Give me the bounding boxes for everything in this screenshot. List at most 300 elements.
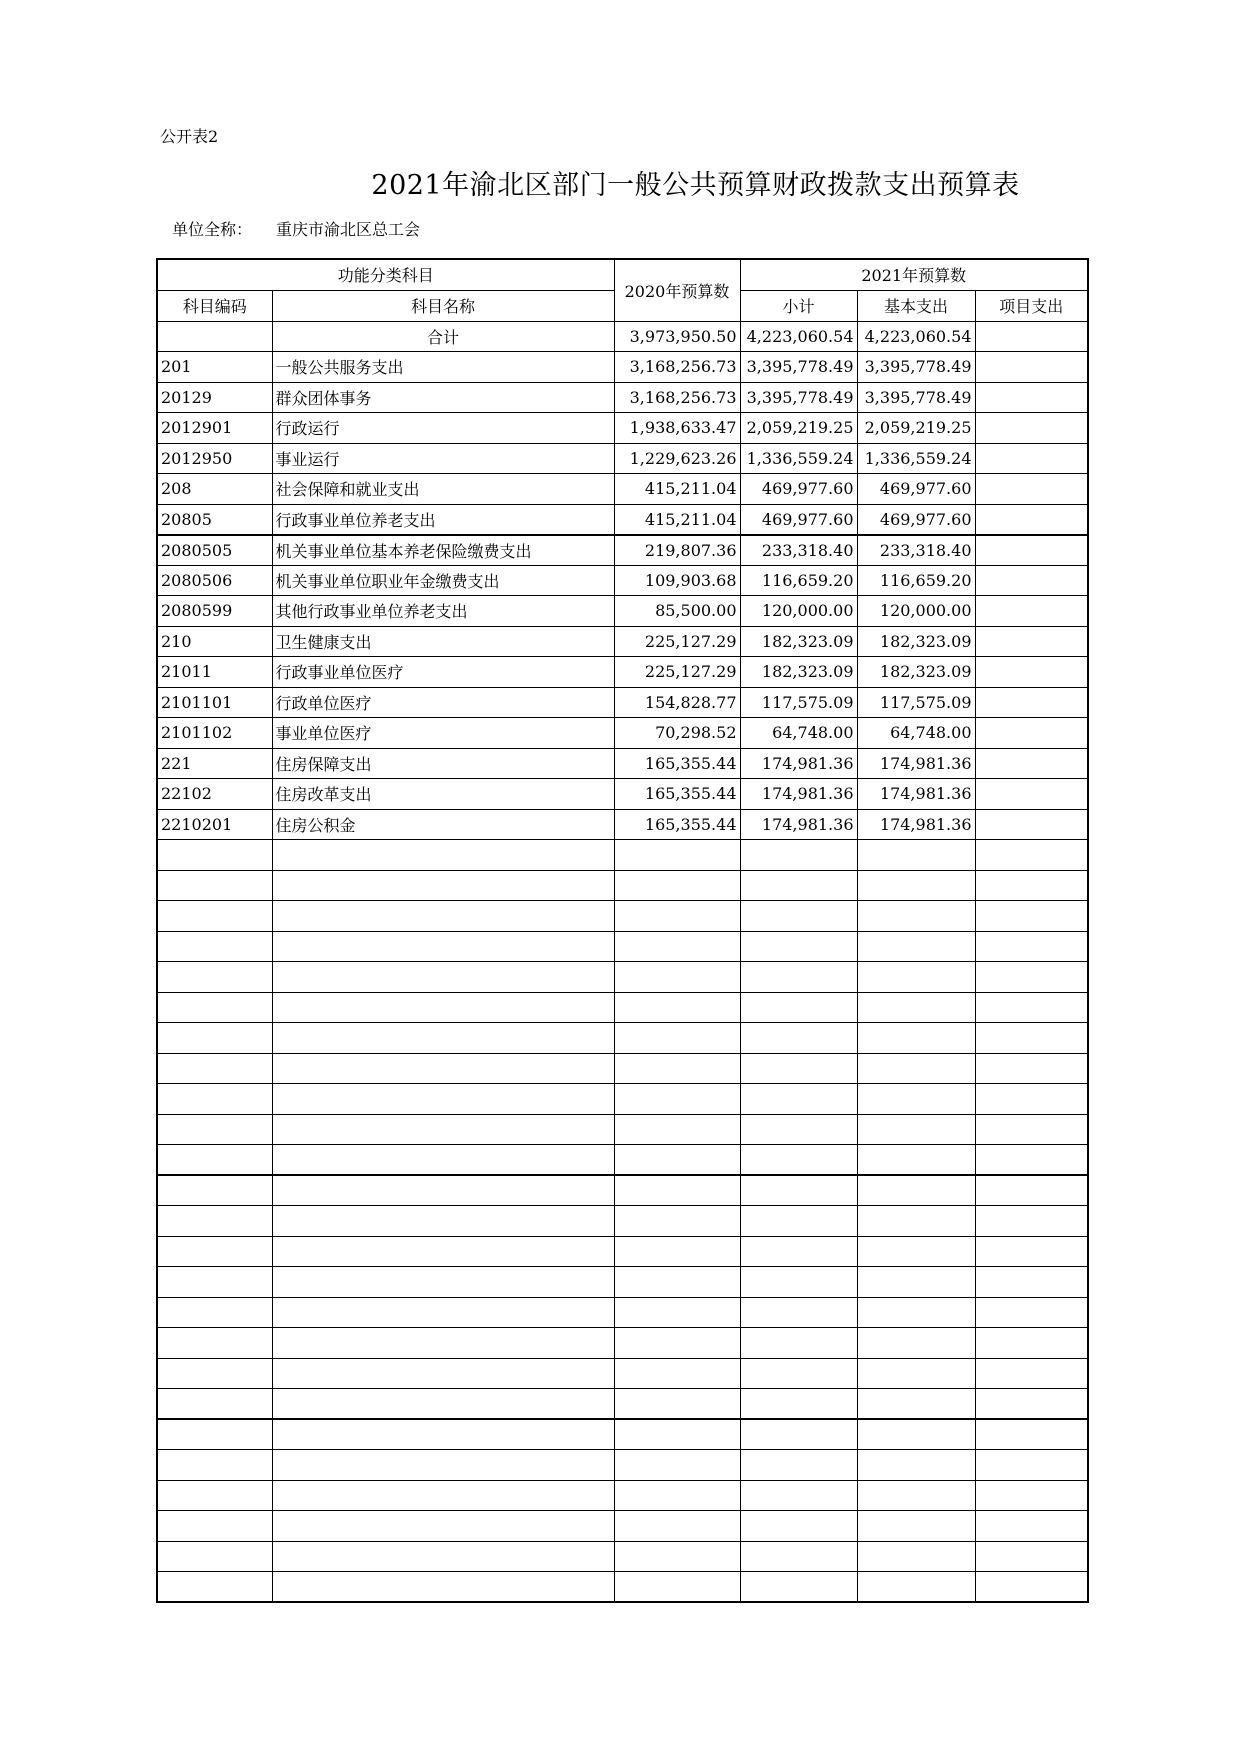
cell-project (975, 413, 1088, 444)
cell-name (272, 840, 614, 871)
cell-project (975, 382, 1088, 413)
cell-b2020: 219,807.36 (614, 535, 740, 566)
table-row (157, 535, 1088, 566)
cell-subtotal (740, 1389, 857, 1420)
empty-row (157, 1328, 1088, 1359)
empty-row (157, 1145, 1088, 1176)
header-basic: 基本支出 (857, 290, 975, 321)
cell-subtotal: 3,395,778.49 (740, 382, 857, 413)
cell-subtotal: 64,748.00 (740, 718, 857, 749)
table-row (157, 565, 1088, 596)
cell-basic: 120,000.00 (857, 596, 975, 627)
empty-row (157, 1450, 1088, 1481)
cell-code (157, 962, 272, 993)
cell-basic: 116,659.20 (857, 565, 975, 596)
cell-subtotal (740, 992, 857, 1023)
cell-code: 2012950 (157, 443, 272, 474)
cell-name (272, 901, 614, 932)
empty-row (157, 962, 1088, 993)
cell-code: 2080505 (157, 535, 272, 566)
cell-code (157, 1084, 272, 1115)
cell-subtotal (740, 1297, 857, 1328)
table-row (157, 779, 1088, 810)
cell-name: 事业单位医疗 (272, 718, 614, 749)
cell-subtotal (740, 1145, 857, 1176)
empty-row (157, 931, 1088, 962)
cell-subtotal: 2,059,219.25 (740, 413, 857, 444)
cell-name (272, 1206, 614, 1237)
cell-subtotal: 233,318.40 (740, 535, 857, 566)
table-row (157, 687, 1088, 718)
cell-name (272, 1480, 614, 1511)
cell-b2020 (614, 1419, 740, 1450)
cell-subtotal (740, 931, 857, 962)
empty-row (157, 870, 1088, 901)
cell-b2020 (614, 1480, 740, 1511)
cell-name (272, 1297, 614, 1328)
cell-code: 201 (157, 352, 272, 383)
cell-b2020: 225,127.29 (614, 626, 740, 657)
cell-project (975, 931, 1088, 962)
cell-basic (857, 1389, 975, 1420)
cell-basic (857, 1358, 975, 1389)
cell-name (272, 992, 614, 1023)
cell-basic: 117,575.09 (857, 687, 975, 718)
cell-b2020 (614, 1053, 740, 1084)
cell-b2020 (614, 1572, 740, 1603)
cell-project (975, 474, 1088, 505)
cell-code (157, 901, 272, 932)
cell-basic (857, 1328, 975, 1359)
cell-basic (857, 1236, 975, 1267)
table-row (157, 809, 1088, 840)
cell-basic: 1,336,559.24 (857, 443, 975, 474)
cell-code (157, 1206, 272, 1237)
cell-subtotal (740, 1328, 857, 1359)
cell-code (157, 1358, 272, 1389)
cell-project (975, 1572, 1088, 1603)
cell-project (975, 992, 1088, 1023)
cell-project (975, 1206, 1088, 1237)
cell-basic (857, 992, 975, 1023)
cell-code: 2101101 (157, 687, 272, 718)
cell-name: 合计 (272, 321, 614, 352)
header-project: 项目支出 (975, 290, 1088, 321)
cell-code (157, 1175, 272, 1206)
cell-name (272, 1053, 614, 1084)
cell-name (272, 962, 614, 993)
cell-subtotal: 120,000.00 (740, 596, 857, 627)
cell-b2020 (614, 1358, 740, 1389)
cell-basic: 174,981.36 (857, 748, 975, 779)
cell-subtotal (740, 1206, 857, 1237)
cell-name (272, 1084, 614, 1115)
cell-subtotal (740, 1084, 857, 1115)
cell-project (975, 1450, 1088, 1481)
table-row (157, 748, 1088, 779)
cell-project (975, 687, 1088, 718)
cell-name: 行政运行 (272, 413, 614, 444)
cell-code (157, 1511, 272, 1542)
cell-subtotal (740, 1023, 857, 1054)
cell-subtotal (740, 901, 857, 932)
cell-b2020: 3,973,950.50 (614, 321, 740, 352)
cell-project (975, 809, 1088, 840)
cell-project (975, 1480, 1088, 1511)
cell-code: 22102 (157, 779, 272, 810)
table-row (157, 352, 1088, 383)
cell-name (272, 1572, 614, 1603)
cell-subtotal: 182,323.09 (740, 657, 857, 688)
cell-project (975, 1145, 1088, 1176)
cell-project (975, 1389, 1088, 1420)
cell-name (272, 1328, 614, 1359)
budget-table (156, 258, 1089, 1603)
cell-b2020: 225,127.29 (614, 657, 740, 688)
cell-name (272, 1023, 614, 1054)
cell-subtotal: 469,977.60 (740, 504, 857, 535)
cell-project (975, 901, 1088, 932)
cell-name: 机关事业单位基本养老保险缴费支出 (272, 535, 614, 566)
cell-code (157, 1114, 272, 1145)
cell-basic (857, 1572, 975, 1603)
cell-project (975, 657, 1088, 688)
cell-name (272, 1145, 614, 1176)
cell-basic: 182,323.09 (857, 657, 975, 688)
cell-b2020 (614, 931, 740, 962)
table-row (157, 443, 1088, 474)
cell-basic (857, 1450, 975, 1481)
cell-name (272, 1114, 614, 1145)
cell-subtotal (740, 1236, 857, 1267)
cell-name: 社会保障和就业支出 (272, 474, 614, 505)
cell-subtotal: 174,981.36 (740, 779, 857, 810)
cell-b2020 (614, 1541, 740, 1572)
cell-subtotal: 174,981.36 (740, 748, 857, 779)
cell-name (272, 1450, 614, 1481)
unit-label: 单位全称： (172, 220, 253, 239)
header-2021-group: 2021年预算数 (740, 259, 1088, 290)
cell-project (975, 321, 1088, 352)
cell-project (975, 1236, 1088, 1267)
cell-name: 机关事业单位职业年金缴费支出 (272, 565, 614, 596)
cell-project (975, 870, 1088, 901)
empty-row (157, 1053, 1088, 1084)
cell-b2020: 109,903.68 (614, 565, 740, 596)
empty-row (157, 1480, 1088, 1511)
cell-subtotal (740, 1450, 857, 1481)
cell-b2020 (614, 962, 740, 993)
cell-project (975, 1084, 1088, 1115)
empty-row (157, 1175, 1088, 1206)
cell-code (157, 1328, 272, 1359)
cell-b2020: 165,355.44 (614, 809, 740, 840)
header-2020: 2020年预算数 (614, 259, 740, 321)
cell-basic (857, 1053, 975, 1084)
cell-project (975, 718, 1088, 749)
header-name: 科目名称 (272, 290, 614, 321)
cell-code: 20805 (157, 504, 272, 535)
cell-name: 行政事业单位养老支出 (272, 504, 614, 535)
cell-project (975, 352, 1088, 383)
empty-row (157, 1023, 1088, 1054)
cell-code (157, 870, 272, 901)
cell-project (975, 565, 1088, 596)
cell-name (272, 870, 614, 901)
cell-basic: 2,059,219.25 (857, 413, 975, 444)
table-row (157, 474, 1088, 505)
cell-subtotal: 469,977.60 (740, 474, 857, 505)
cell-code (157, 1053, 272, 1084)
empty-row (157, 840, 1088, 871)
cell-project (975, 1114, 1088, 1145)
cell-b2020: 1,938,633.47 (614, 413, 740, 444)
cell-basic: 3,395,778.49 (857, 382, 975, 413)
cell-project (975, 1358, 1088, 1389)
cell-code (157, 1389, 272, 1420)
cell-subtotal (740, 840, 857, 871)
cell-b2020: 3,168,256.73 (614, 382, 740, 413)
cell-name: 住房公积金 (272, 809, 614, 840)
cell-name: 行政单位医疗 (272, 687, 614, 718)
cell-b2020: 415,211.04 (614, 474, 740, 505)
cell-basic (857, 1419, 975, 1450)
cell-subtotal (740, 1541, 857, 1572)
cell-basic: 174,981.36 (857, 809, 975, 840)
cell-project (975, 1053, 1088, 1084)
empty-row (157, 901, 1088, 932)
cell-project (975, 1023, 1088, 1054)
cell-basic: 64,748.00 (857, 718, 975, 749)
cell-name (272, 1419, 614, 1450)
cell-b2020 (614, 1297, 740, 1328)
cell-name: 其他行政事业单位养老支出 (272, 596, 614, 627)
cell-b2020 (614, 1267, 740, 1298)
cell-code (157, 992, 272, 1023)
cell-subtotal (740, 1053, 857, 1084)
cell-project (975, 1328, 1088, 1359)
cell-code (157, 1572, 272, 1603)
cell-project (975, 1541, 1088, 1572)
cell-subtotal: 117,575.09 (740, 687, 857, 718)
cell-subtotal: 4,223,060.54 (740, 321, 857, 352)
cell-basic (857, 1267, 975, 1298)
cell-b2020 (614, 870, 740, 901)
header-func-group: 功能分类科目 (157, 259, 614, 290)
cell-basic (857, 840, 975, 871)
empty-row (157, 1114, 1088, 1145)
cell-name (272, 1175, 614, 1206)
cell-name (272, 1236, 614, 1267)
empty-row (157, 1206, 1088, 1237)
cell-code (157, 1236, 272, 1267)
cell-project (975, 504, 1088, 535)
cell-name (272, 1358, 614, 1389)
cell-name (272, 1267, 614, 1298)
cell-b2020: 70,298.52 (614, 718, 740, 749)
cell-basic: 3,395,778.49 (857, 352, 975, 383)
doc-label: 公开表2 (160, 127, 219, 146)
empty-row (157, 992, 1088, 1023)
cell-basic: 233,318.40 (857, 535, 975, 566)
table-row (157, 657, 1088, 688)
cell-b2020 (614, 1145, 740, 1176)
cell-basic (857, 1297, 975, 1328)
cell-project (975, 962, 1088, 993)
cell-b2020 (614, 1114, 740, 1145)
cell-code (157, 931, 272, 962)
cell-project (975, 779, 1088, 810)
cell-subtotal (740, 870, 857, 901)
cell-subtotal (740, 1358, 857, 1389)
cell-subtotal (740, 1267, 857, 1298)
cell-subtotal (740, 962, 857, 993)
cell-b2020 (614, 1328, 740, 1359)
cell-project (975, 1297, 1088, 1328)
cell-basic (857, 1480, 975, 1511)
cell-code (157, 1297, 272, 1328)
cell-basic (857, 1145, 975, 1176)
cell-b2020: 165,355.44 (614, 779, 740, 810)
cell-basic (857, 870, 975, 901)
cell-subtotal: 3,395,778.49 (740, 352, 857, 383)
cell-name (272, 1389, 614, 1420)
table-row (157, 413, 1088, 444)
cell-basic (857, 931, 975, 962)
table-row (157, 718, 1088, 749)
cell-b2020: 3,168,256.73 (614, 352, 740, 383)
cell-code (157, 1419, 272, 1450)
cell-code (157, 1023, 272, 1054)
cell-name (272, 1511, 614, 1542)
cell-b2020: 154,828.77 (614, 687, 740, 718)
cell-b2020 (614, 1023, 740, 1054)
cell-code: 2210201 (157, 809, 272, 840)
budget-table-body (157, 321, 1088, 1602)
empty-row (157, 1358, 1088, 1389)
cell-name: 行政事业单位医疗 (272, 657, 614, 688)
cell-basic: 469,977.60 (857, 504, 975, 535)
cell-project (975, 748, 1088, 779)
empty-row (157, 1541, 1088, 1572)
table-row (157, 382, 1088, 413)
cell-b2020 (614, 992, 740, 1023)
cell-project (975, 1419, 1088, 1450)
cell-basic (857, 901, 975, 932)
cell-b2020 (614, 1450, 740, 1481)
cell-subtotal (740, 1175, 857, 1206)
table-row (157, 504, 1088, 535)
cell-project (975, 626, 1088, 657)
cell-basic (857, 1084, 975, 1115)
cell-b2020 (614, 1175, 740, 1206)
empty-row (157, 1572, 1088, 1603)
cell-code: 210 (157, 626, 272, 657)
cell-basic (857, 1206, 975, 1237)
cell-name (272, 1541, 614, 1572)
cell-subtotal (740, 1511, 857, 1542)
cell-code: 2080599 (157, 596, 272, 627)
page-title: 2021年渝北区部门一般公共预算财政拨款支出预算表 (371, 170, 1020, 201)
cell-b2020: 165,355.44 (614, 748, 740, 779)
cell-basic (857, 962, 975, 993)
cell-code (157, 840, 272, 871)
cell-code (157, 1267, 272, 1298)
cell-name: 住房改革支出 (272, 779, 614, 810)
header-subtotal: 小计 (740, 290, 857, 321)
empty-row (157, 1419, 1088, 1450)
cell-code: 21011 (157, 657, 272, 688)
cell-basic (857, 1541, 975, 1572)
cell-project (975, 1175, 1088, 1206)
cell-b2020: 415,211.04 (614, 504, 740, 535)
cell-project (975, 443, 1088, 474)
empty-row (157, 1389, 1088, 1420)
cell-b2020 (614, 1206, 740, 1237)
cell-subtotal (740, 1572, 857, 1603)
cell-project (975, 1511, 1088, 1542)
cell-subtotal (740, 1480, 857, 1511)
cell-b2020 (614, 901, 740, 932)
cell-code (157, 1541, 272, 1572)
cell-b2020 (614, 1511, 740, 1542)
cell-subtotal: 174,981.36 (740, 809, 857, 840)
cell-basic: 4,223,060.54 (857, 321, 975, 352)
cell-name: 住房保障支出 (272, 748, 614, 779)
cell-code: 2080506 (157, 565, 272, 596)
cell-b2020: 1,229,623.26 (614, 443, 740, 474)
empty-row (157, 1236, 1088, 1267)
cell-basic (857, 1023, 975, 1054)
cell-code: 221 (157, 748, 272, 779)
cell-code: 2012901 (157, 413, 272, 444)
cell-code: 2101102 (157, 718, 272, 749)
cell-code: 20129 (157, 382, 272, 413)
unit-name: 重庆市渝北区总工会 (276, 220, 421, 239)
cell-project (975, 1267, 1088, 1298)
cell-b2020 (614, 1236, 740, 1267)
empty-row (157, 1084, 1088, 1115)
cell-basic (857, 1175, 975, 1206)
cell-basic: 469,977.60 (857, 474, 975, 505)
cell-code: 208 (157, 474, 272, 505)
cell-code (157, 321, 272, 352)
cell-name (272, 931, 614, 962)
cell-name: 一般公共服务支出 (272, 352, 614, 383)
cell-code (157, 1480, 272, 1511)
cell-b2020 (614, 1084, 740, 1115)
cell-basic: 182,323.09 (857, 626, 975, 657)
cell-b2020 (614, 1389, 740, 1420)
cell-subtotal: 116,659.20 (740, 565, 857, 596)
header-code: 科目编码 (157, 290, 272, 321)
empty-row (157, 1297, 1088, 1328)
cell-code (157, 1450, 272, 1481)
cell-name: 群众团体事务 (272, 382, 614, 413)
cell-code (157, 1145, 272, 1176)
cell-project (975, 535, 1088, 566)
table-row (157, 626, 1088, 657)
cell-name: 事业运行 (272, 443, 614, 474)
cell-basic (857, 1511, 975, 1542)
cell-name: 卫生健康支出 (272, 626, 614, 657)
cell-b2020: 85,500.00 (614, 596, 740, 627)
cell-basic (857, 1114, 975, 1145)
cell-subtotal: 182,323.09 (740, 626, 857, 657)
cell-b2020 (614, 840, 740, 871)
empty-row (157, 1267, 1088, 1298)
cell-subtotal (740, 1419, 857, 1450)
